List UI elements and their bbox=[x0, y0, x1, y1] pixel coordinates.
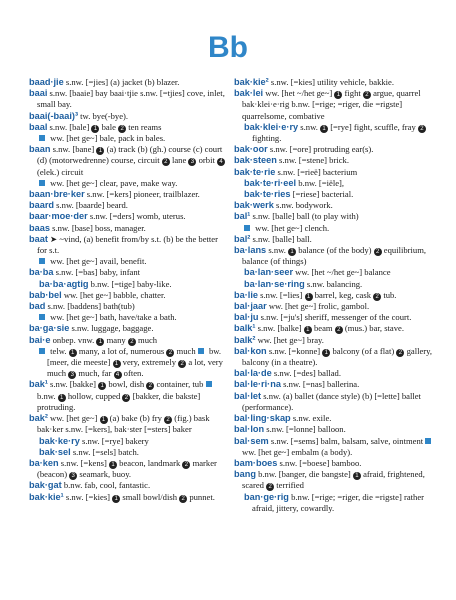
square-bullet-icon bbox=[244, 225, 250, 231]
entry-subline: ba·lan·seer ww. [het ~/het ge~] balance bbox=[244, 267, 391, 278]
dictionary-entry: bam·boes s.nw. [=boese] bamboo. bbox=[234, 457, 362, 468]
sense-number-icon: 3 bbox=[188, 158, 196, 166]
headword: bak·kie¹ bbox=[29, 491, 64, 502]
sense-number-icon: 1 bbox=[69, 349, 77, 357]
square-bullet-icon bbox=[425, 438, 431, 444]
headword: bal·sem bbox=[234, 435, 269, 446]
dictionary-entry: bak·te·rie s.nw. [=rieë] bacterium bbox=[234, 166, 358, 177]
headword: bak·te·ri·eel bbox=[244, 177, 297, 188]
headword: bal·kon bbox=[234, 345, 267, 356]
entry-subline: ba·lan·se·ring s.nw. balancing. bbox=[244, 278, 363, 289]
square-bullet-icon bbox=[198, 348, 204, 354]
entry-subline: telw. 1 many, a lot of, numerous 2 much bw. [meer, die meeste] 1 very, extremely 2 a lot, very much 3 much, far 4 often. bbox=[29, 346, 229, 380]
dictionary-entry: ba·ba s.nw. [=bas] baby, infant bbox=[29, 267, 141, 278]
sense-number-icon: 3 bbox=[69, 472, 77, 480]
headword: ba·lie bbox=[234, 289, 258, 300]
dictionary-entry: baas s.nw. [base] boss, manager. bbox=[29, 222, 146, 233]
dictionary-entry: bal·kon s.nw. [=konne] 1 balcony (of a flat) 2 gallery, balcony (in a theatre). bbox=[234, 345, 433, 368]
dictionary-entry: bak² ww. [het ge~] 1 (a) bake (b) fry 2 (fig.) bask bak·ker s.nw. [=kers], bak·ster [=sters] baker bbox=[29, 413, 210, 435]
dictionary-entry: bad s.nw. [baddens] bath(tub) bbox=[29, 301, 135, 312]
entry-subline: bak·te·ries [=riese] bacterial. bbox=[244, 189, 354, 200]
headword: ba·lans bbox=[234, 245, 267, 256]
sense-number-icon: 1 bbox=[322, 349, 330, 357]
entry-subline: ww. [het ge~] bath, have/take a bath. bbox=[29, 312, 229, 323]
square-bullet-icon bbox=[39, 348, 45, 354]
sense-number-icon: 2 bbox=[166, 349, 174, 357]
dictionary-entry: bak·gat b.nw. fab, cool, fantastic. bbox=[29, 480, 151, 491]
sense-number-icon: 3 bbox=[68, 371, 76, 379]
headword: bak·te·rie bbox=[234, 166, 276, 177]
headword: bak·steen bbox=[234, 155, 277, 166]
headword: bak¹ bbox=[29, 379, 48, 390]
headword: ba·ken bbox=[29, 457, 59, 468]
sense-number-icon: 2 bbox=[182, 461, 190, 469]
headword: bak·klei·e·ry bbox=[244, 121, 299, 132]
headword: baat bbox=[29, 233, 48, 244]
left-column bbox=[29, 77, 229, 503]
headword: ban·ge·rig bbox=[244, 491, 289, 502]
square-bullet-icon bbox=[39, 180, 45, 186]
dictionary-entry: bab·bel ww. [het ge~] babble, chatter. bbox=[29, 289, 166, 300]
headword: ba·ga·sie bbox=[29, 323, 70, 334]
dictionary-entry: bai·e onbep. vnw. 1 many 2 much bbox=[29, 334, 158, 345]
headword: bal·le·ri·na bbox=[234, 379, 281, 390]
headword: bak² bbox=[29, 413, 48, 424]
sense-number-icon: 2 bbox=[266, 483, 274, 491]
sense-number-icon: 4 bbox=[217, 158, 225, 166]
sense-number-icon: 2 bbox=[418, 125, 426, 133]
dictionary-entry: bal·le·ri·na s.nw. [=nas] ballerina. bbox=[234, 379, 360, 390]
dictionary-entry: bal² s.nw. [balle] ball. bbox=[234, 233, 312, 244]
dictionary-entry: bak·oor s.nw. [=ore] protruding ear(s). bbox=[234, 144, 374, 155]
dictionary-entry: bal·jaar ww. [het ge~] frolic, gambol. bbox=[234, 301, 370, 312]
square-bullet-icon bbox=[39, 314, 45, 320]
headword: bam·boes bbox=[234, 457, 278, 468]
headword: bal·lon bbox=[234, 424, 265, 435]
dictionary-entry: bak·lei ww. [het ~/het ge~] 1 fight 2 argue, quarrel bak·klei·e·rig b.nw. [=rige; =riger, die =rigste] quarrelsome, combative bbox=[234, 88, 421, 121]
dictionary-entry: bal·lon s.nw. [=lonne] balloon. bbox=[234, 424, 346, 435]
dictionary-entry: ba·ga·sie s.nw. luggage, baggage. bbox=[29, 323, 154, 334]
sense-number-icon: 2 bbox=[122, 394, 130, 402]
right-column bbox=[234, 77, 438, 514]
headword: ba·ba bbox=[29, 267, 54, 278]
headword: bal·let bbox=[234, 390, 262, 401]
sense-number-icon: 1 bbox=[91, 125, 99, 133]
sense-number-icon: 2 bbox=[396, 349, 404, 357]
headword: baar·moe·der bbox=[29, 211, 88, 222]
headword: bab·bel bbox=[29, 289, 62, 300]
dictionary-entry: bak·kie¹ s.nw. [=kies] 1 small bowl/dish 2 punnet. bbox=[29, 491, 215, 502]
sense-number-icon: 1 bbox=[109, 461, 117, 469]
dictionary-entry: baai(-baai)³ tw. bye(-bye). bbox=[29, 110, 129, 121]
headword: bak·sel bbox=[39, 446, 71, 457]
dictionary-entry: bal·ju s.nw. [=ju's] sheriff, messenger of the court. bbox=[234, 312, 412, 323]
headword: baan·bre·ker bbox=[29, 189, 85, 200]
headword: ba·lan·seer bbox=[244, 267, 294, 278]
sense-number-icon: 2 bbox=[128, 338, 136, 346]
square-bullet-icon bbox=[206, 381, 212, 387]
dictionary-entry: bal·la·de s.nw. [=des] ballad. bbox=[234, 368, 341, 379]
headword: bang bbox=[234, 469, 256, 480]
headword: baan bbox=[29, 144, 51, 155]
sense-number-icon: 2 bbox=[162, 158, 170, 166]
headword: bal·ju bbox=[234, 312, 259, 323]
dictionary-entry: bak·werk s.nw. bodywork. bbox=[234, 200, 333, 211]
sense-number-icon: 2 bbox=[363, 91, 371, 99]
headword: baal bbox=[29, 121, 48, 132]
sense-number-icon: 2 bbox=[373, 293, 381, 301]
headword: bal¹ bbox=[234, 211, 251, 222]
headword: bak·kie² bbox=[234, 77, 269, 87]
headword: bad bbox=[29, 301, 46, 312]
dictionary-entry: bal¹ s.nw. [balle] ball (to play with) bbox=[234, 211, 359, 222]
headword: baai bbox=[29, 88, 48, 99]
entry-subline: ww. [het ge~] clench. bbox=[234, 223, 438, 234]
headword: bak·gat bbox=[29, 480, 62, 491]
sense-number-icon: 1 bbox=[288, 248, 296, 256]
entry-subline: ban·ge·rig b.nw. [=rige; =riger, die =rigste] rather afraid, jittery, cowardly. bbox=[244, 491, 425, 513]
entry-subline: ba·ba·agtig b.nw. [=tige] baby-like. bbox=[39, 278, 172, 289]
headword: baas bbox=[29, 222, 50, 233]
sense-number-icon: 1 bbox=[320, 125, 328, 133]
sense-number-icon: 1 bbox=[96, 147, 104, 155]
dictionary-entry: baal s.nw. [bale] 1 bale 2 ten reams bbox=[29, 121, 162, 132]
sense-number-icon: 1 bbox=[112, 495, 120, 503]
headword: bal·jaar bbox=[234, 301, 267, 312]
headword: baai(-baai)³ bbox=[29, 110, 79, 121]
section-letter-heading: Bb bbox=[208, 31, 248, 64]
headword: ba·ba·agtig bbox=[39, 278, 89, 289]
sense-number-icon: 4 bbox=[114, 371, 122, 379]
dictionary-entry: balk¹ s.nw. [balke] 1 beam 2 (mus.) bar, stave. bbox=[234, 323, 404, 334]
sense-number-icon: 1 bbox=[58, 394, 66, 402]
sense-number-icon: 2 bbox=[179, 495, 187, 503]
entry-subline: bak·ke·ry s.nw. [=rye] bakery bbox=[39, 435, 149, 446]
dictionary-entry: baat ➤ ~vind, (a) benefit from/by s.t. (b) be the better for s.t. bbox=[29, 233, 218, 256]
sense-number-icon: 1 bbox=[113, 360, 121, 368]
dictionary-entry: bal·ling·skap s.nw. exile. bbox=[234, 413, 332, 424]
headword: bai·e bbox=[29, 334, 51, 345]
headword: ba·lan·se·ring bbox=[244, 278, 305, 289]
dictionary-entry: baard s.nw. [baarde] beard. bbox=[29, 200, 128, 211]
entry-subline: ww. [het ge~] bale, pack in bales. bbox=[29, 133, 229, 144]
headword: bal·ling·skap bbox=[234, 413, 291, 424]
entry-subline: ww. [het ge~] clear, pave, make way. bbox=[29, 178, 229, 189]
dictionary-entry: baan s.nw. [bane] 1 (a) track (b) (gh.) course (c) court (d) (motorwedrenne) course, circuit 2 lane 3 orbit 4 (elek.) circuit bbox=[29, 144, 229, 178]
headword: bal² bbox=[234, 233, 251, 244]
sense-number-icon: 2 bbox=[374, 248, 382, 256]
sense-number-icon: 2 bbox=[178, 360, 186, 368]
sense-number-icon: 2 bbox=[146, 382, 154, 390]
sense-number-icon: 1 bbox=[98, 382, 106, 390]
square-bullet-icon bbox=[39, 258, 45, 264]
sense-number-icon: 1 bbox=[353, 472, 361, 480]
dictionary-entry: bal·let s.nw. (a) ballet (dance style) (b) [=lette] ballet (performance). bbox=[234, 390, 421, 412]
dictionary-entry: baar·moe·der s.nw. [=ders] womb, uterus. bbox=[29, 211, 186, 222]
headword: bak·oor bbox=[234, 144, 268, 155]
dictionary-entry: bal·sem s.nw. [=sems] balm, balsam, salve, ointment ww. [het ge~] embalm (a body). bbox=[234, 436, 438, 458]
sense-number-icon: 2 bbox=[164, 416, 172, 424]
sense-number-icon: 2 bbox=[335, 326, 343, 334]
headword: balk¹ bbox=[234, 323, 256, 334]
dictionary-entry: ba·lie s.nw. [=lies] 1 barrel, keg, cask 2 tub. bbox=[234, 289, 397, 300]
dictionary-entry: baad·jie s.nw. [=jies] (a) jacket (b) blazer. bbox=[29, 77, 180, 87]
headword: bak·lei bbox=[234, 88, 264, 99]
dictionary-entry: ba·lans s.nw. 1 balance (of the body) 2 equilibrium, balance (of things) bbox=[234, 245, 427, 267]
sense-number-icon: 1 bbox=[334, 91, 342, 99]
dictionary-entry: bak·steen s.nw. [=stene] brick. bbox=[234, 155, 349, 166]
entry-subline: ww. [het ge~] avail, benefit. bbox=[29, 256, 229, 267]
entry-subline: bak·sel s.nw. [=sels] batch. bbox=[39, 446, 139, 457]
dictionary-entry: ba·ken s.nw. [=kens] 1 beacon, landmark 2 marker (beacon) 3 seamark, buoy. bbox=[29, 457, 217, 480]
entry-subline: bak·te·ri·eel b.nw. [=iële], bbox=[244, 177, 345, 188]
dictionary-entry: baai s.nw. [baaie] bay baai·tjie s.nw. [=tjies] cove, inlet, small bay. bbox=[29, 88, 225, 110]
sense-number-icon: 1 bbox=[305, 293, 313, 301]
sense-number-icon: 1 bbox=[96, 338, 104, 346]
headword: bak·ke·ry bbox=[39, 435, 80, 446]
headword: bak·te·ries bbox=[244, 189, 291, 200]
headword: baard bbox=[29, 200, 55, 211]
dictionary-entry: balk² ww. [het ge~] bray. bbox=[234, 334, 324, 345]
headword: baad·jie bbox=[29, 77, 64, 87]
headword: balk² bbox=[234, 334, 256, 345]
dictionary-entry: baan·bre·ker s.nw. [=kers] pioneer, trailblazer. bbox=[29, 189, 200, 200]
dictionary-entry: bang b.nw. [banger, die bangste] 1 afraid, frightened, scared 2 terrified bbox=[234, 469, 425, 491]
sense-number-icon: 1 bbox=[304, 326, 312, 334]
headword: bal·la·de bbox=[234, 368, 272, 379]
dictionary-entry: bak·kie² s.nw. [=kies] utility vehicle, bakkie. bbox=[234, 77, 395, 87]
dictionary-entry: bak¹ s.nw. [bakke] 1 bowl, dish 2 container, tub b.nw. 1 hollow, cupped 2 [bakker, die bakste] protruding. bbox=[29, 379, 229, 413]
square-bullet-icon bbox=[39, 135, 45, 141]
headword: bak·werk bbox=[234, 200, 274, 211]
entry-subline: bak·klei·e·ry s.nw. 1 [=rye] fight, scuffle, fray 2 fighting. bbox=[234, 122, 438, 144]
sense-number-icon: 2 bbox=[118, 125, 126, 133]
sense-number-icon: 1 bbox=[100, 416, 108, 424]
